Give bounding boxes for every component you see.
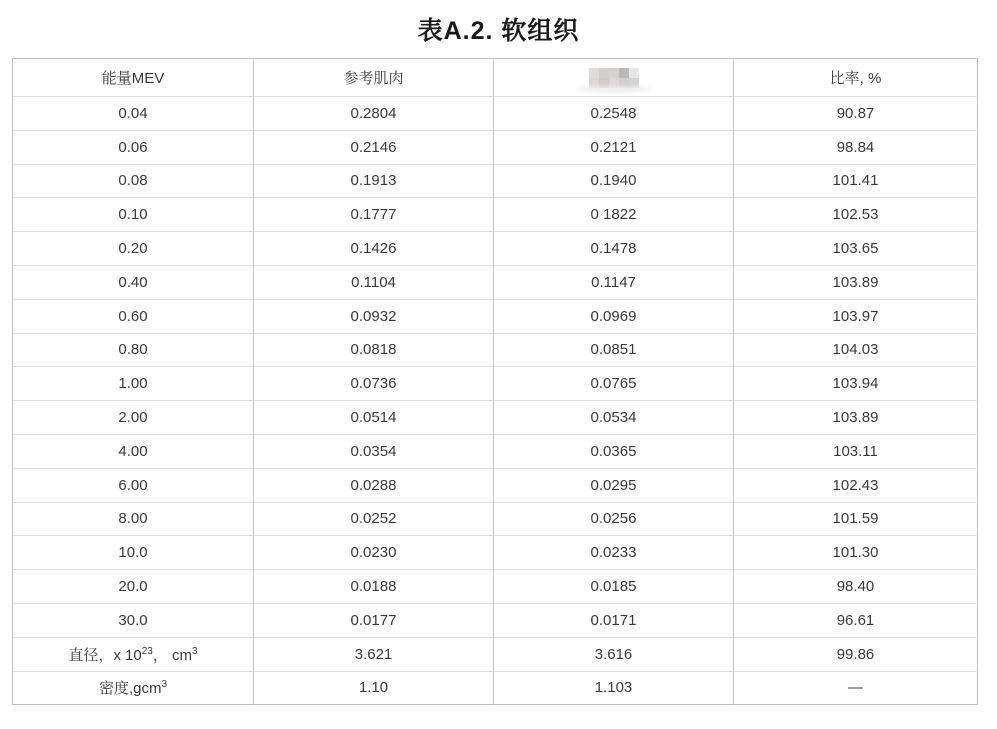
table-cell: 0.40 xyxy=(13,265,254,299)
table-row xyxy=(13,536,978,570)
table-cell: 0.06 xyxy=(13,130,254,164)
table-cell: 0.20 xyxy=(13,232,254,266)
table-cell: 6.00 xyxy=(13,468,254,502)
table-row xyxy=(13,367,978,401)
table-cell: 密度,gcm$^3$ xyxy=(13,671,254,705)
table-cell: 0.0354 xyxy=(254,434,494,468)
column-header-reference-muscle: 参考肌肉 xyxy=(254,59,494,97)
table-cell: 0.80 xyxy=(13,333,254,367)
table-cell: 0.2804 xyxy=(254,97,494,131)
table-cell: 0.0185 xyxy=(494,570,734,604)
table-cell: 0.1426 xyxy=(254,232,494,266)
table-row xyxy=(13,468,978,502)
table-cell: 0.60 xyxy=(13,299,254,333)
table-cell: 0.0252 xyxy=(254,502,494,536)
table-cell: 3.616 xyxy=(494,637,734,671)
table-row xyxy=(13,97,978,131)
header-row xyxy=(13,59,978,97)
table-cell: 103.65 xyxy=(734,232,978,266)
table-cell: 0.08 xyxy=(13,164,254,198)
table-cell: 0.2121 xyxy=(494,130,734,164)
table-row xyxy=(13,299,978,333)
table-cell: 103.94 xyxy=(734,367,978,401)
table-cell: 102.53 xyxy=(734,198,978,232)
table-cell: 101.59 xyxy=(734,502,978,536)
table-cell: 0.04 xyxy=(13,97,254,131)
page-title: 表A.2. 软组织 xyxy=(417,17,580,45)
table-cell: 30.0 xyxy=(13,603,254,637)
table-cell: 101.30 xyxy=(734,536,978,570)
table-cell: — xyxy=(734,671,978,705)
table-cell: 1.103 xyxy=(494,671,734,705)
redaction-block xyxy=(589,68,639,88)
table-cell: 8.00 xyxy=(13,502,254,536)
table-cell: 104.03 xyxy=(734,333,978,367)
table-cell: 0.0256 xyxy=(494,502,734,536)
table-cell: 0.0233 xyxy=(494,536,734,570)
table-cell: 0.1478 xyxy=(494,232,734,266)
table-row xyxy=(13,164,978,198)
table-cell: 4.00 xyxy=(13,434,254,468)
table-cell: 0.0230 xyxy=(254,536,494,570)
table-cell: 0 1822 xyxy=(494,198,734,232)
table-cell: 0.1913 xyxy=(254,164,494,198)
table-row xyxy=(13,502,978,536)
table-cell: 1.00 xyxy=(13,367,254,401)
table-row xyxy=(13,198,978,232)
table-cell: 98.84 xyxy=(734,130,978,164)
redaction-shadow xyxy=(577,86,651,92)
table-cell: 0.2146 xyxy=(254,130,494,164)
table-row xyxy=(13,333,978,367)
table-row xyxy=(13,603,978,637)
table-cell: 2.00 xyxy=(13,401,254,435)
table-cell: 103.11 xyxy=(734,434,978,468)
table-cell: 0.1940 xyxy=(494,164,734,198)
table-header xyxy=(13,59,978,97)
table-cell: 90.87 xyxy=(734,97,978,131)
table-row xyxy=(13,434,978,468)
column-header-energy: 能量MEV xyxy=(101,70,165,87)
table-body xyxy=(13,97,978,705)
table-cell: 0.0818 xyxy=(254,333,494,367)
table-row xyxy=(13,671,978,705)
table-cell: 0.0736 xyxy=(254,367,494,401)
table-row xyxy=(13,130,978,164)
table-row xyxy=(13,232,978,266)
table-cell: 20.0 xyxy=(13,570,254,604)
table-row xyxy=(13,637,978,671)
table-cell: 0.1777 xyxy=(254,198,494,232)
column-header-redacted xyxy=(494,59,734,97)
soft-tissue-table xyxy=(12,58,978,705)
table-cell: 103.89 xyxy=(734,265,978,299)
table-cell: 0.0969 xyxy=(494,299,734,333)
table-cell: 0.0514 xyxy=(254,401,494,435)
table-cell: 0.0171 xyxy=(494,603,734,637)
table-cell: 0.10 xyxy=(13,198,254,232)
table-cell: 0.0188 xyxy=(254,570,494,604)
table-cell: 0.0288 xyxy=(254,468,494,502)
table-cell: 103.89 xyxy=(734,401,978,435)
table-cell: 0.0851 xyxy=(494,333,734,367)
table-cell: 0.1147 xyxy=(494,265,734,299)
table-cell: 0.0365 xyxy=(494,434,734,468)
column-header-ratio: 比率, % xyxy=(734,59,978,97)
table-cell: 103.97 xyxy=(734,299,978,333)
table-cell: 0.0534 xyxy=(494,401,734,435)
table-row xyxy=(13,265,978,299)
table-cell: 3.621 xyxy=(254,637,494,671)
redaction-mosaic-icon xyxy=(589,68,639,88)
table-cell: 10.0 xyxy=(13,536,254,570)
table-cell: 98.40 xyxy=(734,570,978,604)
table-cell: 102.43 xyxy=(734,468,978,502)
table-cell: 0.0932 xyxy=(254,299,494,333)
table-cell: 101.41 xyxy=(734,164,978,198)
table-cell: 99.86 xyxy=(734,637,978,671)
table-cell: 0.1104 xyxy=(254,265,494,299)
table-cell: 0.2548 xyxy=(494,97,734,131)
table-cell: 直径，x $10^{23}$， $cm^3$ xyxy=(13,637,254,671)
table-cell: 0.0177 xyxy=(254,603,494,637)
table-cell: 0.0295 xyxy=(494,468,734,502)
table-cell: 0.0765 xyxy=(494,367,734,401)
table-row xyxy=(13,570,978,604)
table-cell: 96.61 xyxy=(734,603,978,637)
table-row xyxy=(13,401,978,435)
table-cell: 1.10 xyxy=(254,671,494,705)
